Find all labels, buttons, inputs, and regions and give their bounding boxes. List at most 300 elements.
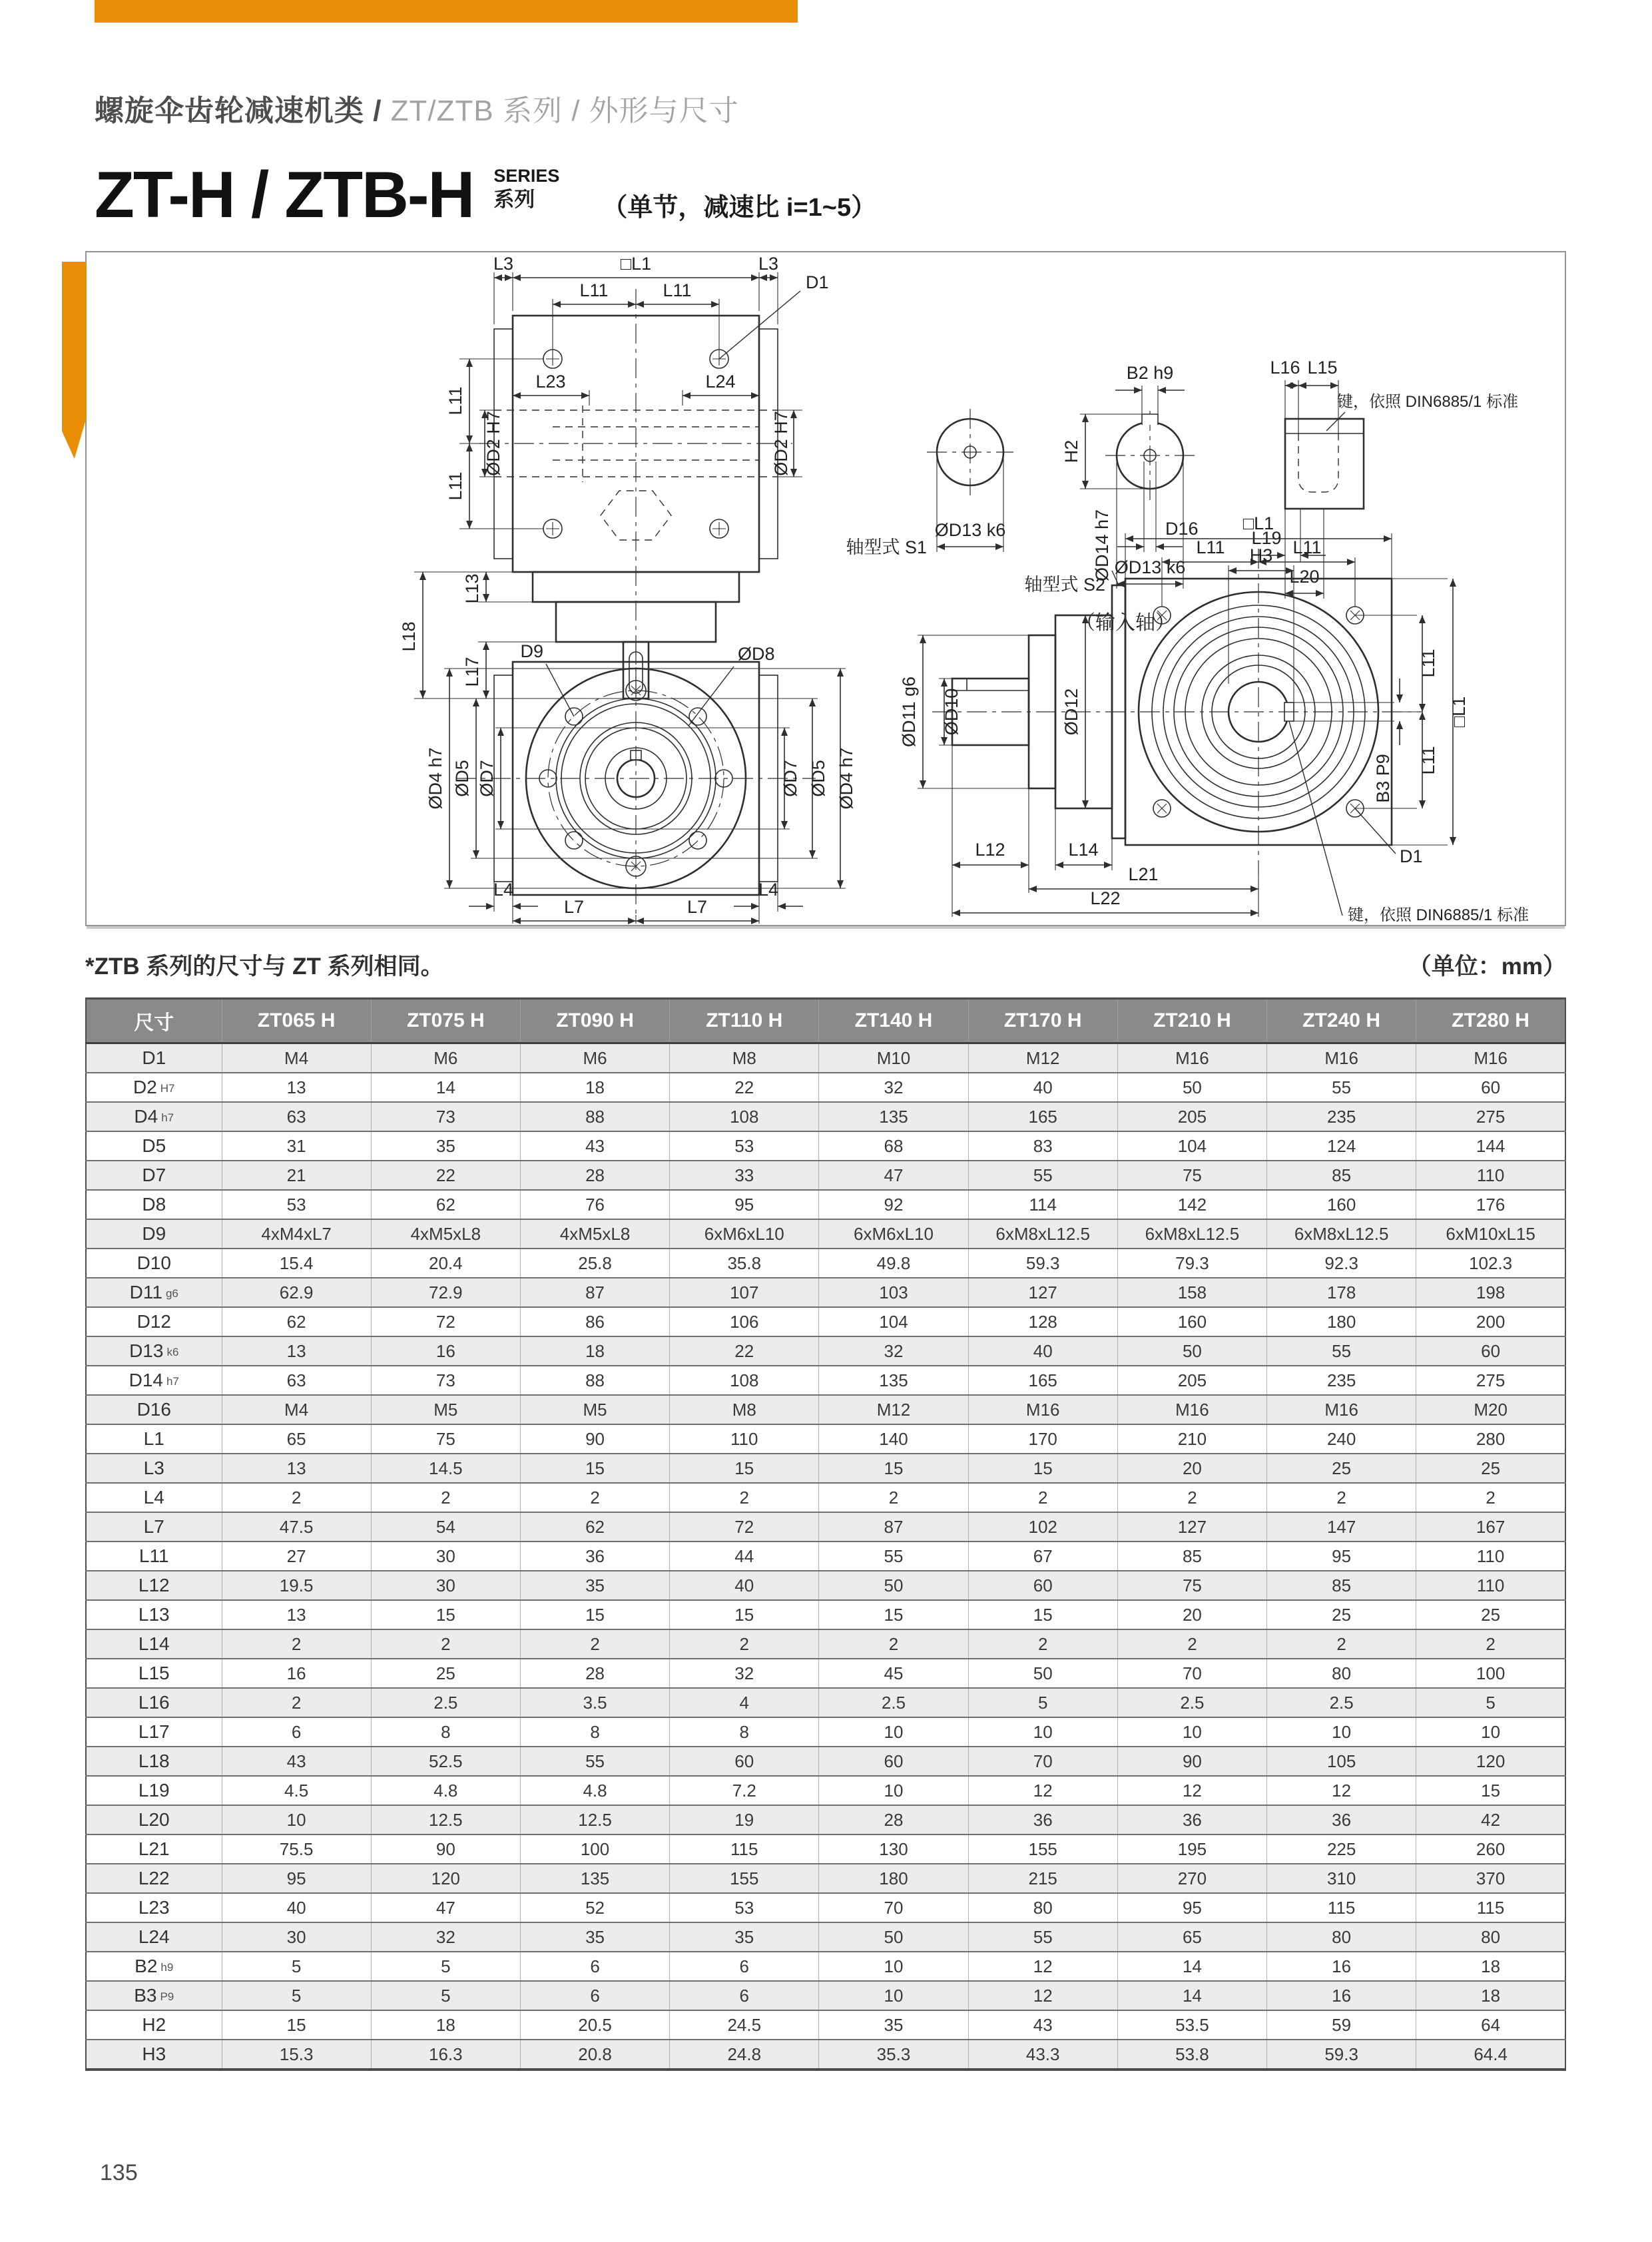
dimension-value-cell: M10	[819, 1043, 968, 1073]
dimension-value-cell: 36	[1117, 1805, 1266, 1834]
dimension-value-cell: 47	[371, 1893, 520, 1922]
dimension-value-cell: 64	[1416, 2010, 1565, 2040]
dimension-value-cell: 90	[520, 1424, 669, 1454]
spec-row	[86, 1981, 1565, 2010]
dimension-value-cell: 3.5	[520, 1688, 669, 1717]
dimension-label-cell: D14 h7	[86, 1366, 222, 1395]
dimension-value-cell: 110	[1416, 1571, 1565, 1600]
dimension-value-cell: 63	[222, 1102, 371, 1131]
dimension-value-cell: 18	[1416, 1981, 1565, 2010]
dimension-label-cell: D2 H7	[86, 1073, 222, 1102]
dimension-label-cell: H3	[86, 2040, 222, 2070]
dimension-value-cell: 5	[968, 1688, 1117, 1717]
dimension-value-cell: 80	[1267, 1922, 1416, 1952]
dimension-value-cell: M16	[1267, 1043, 1416, 1073]
dimension-value-cell: 75	[1117, 1571, 1266, 1600]
dimension-value-cell: 55	[819, 1541, 968, 1571]
dimension-label-cell: L7	[86, 1512, 222, 1541]
dimension-value-cell: 6xM8xL12.5	[1117, 1219, 1266, 1249]
dimension-value-cell: 15	[968, 1454, 1117, 1483]
technical-drawing-panel	[85, 251, 1566, 926]
dimension-value-cell: M5	[520, 1395, 669, 1424]
dimension-label-cell: L21	[86, 1834, 222, 1864]
dimension-value-cell: 15	[819, 1600, 968, 1629]
dimension-value-cell: 32	[819, 1073, 968, 1102]
dimension-value-cell: 16.3	[371, 2040, 520, 2070]
dimension-value-cell: M4	[222, 1395, 371, 1424]
dimension-value-cell: 27	[222, 1541, 371, 1571]
dimension-value-cell: 55	[968, 1922, 1117, 1952]
spec-row	[86, 1952, 1565, 1981]
dimension-value-cell: 178	[1267, 1278, 1416, 1307]
dimension-value-cell: 10	[819, 1717, 968, 1747]
model-column-header: ZT240 H	[1267, 999, 1416, 1043]
dimension-value-cell: 195	[1117, 1834, 1266, 1864]
dimension-value-cell: 53.8	[1117, 2040, 1266, 2070]
spec-row	[86, 1834, 1565, 1864]
dimension-value-cell: 16	[1267, 1981, 1416, 2010]
dimension-value-cell: 140	[819, 1424, 968, 1454]
spec-row	[86, 1659, 1565, 1688]
dim-label: L4	[758, 880, 779, 900]
dim-label: L22	[1090, 888, 1121, 908]
dimension-value-cell: 62.9	[222, 1278, 371, 1307]
dimension-value-cell: 110	[1416, 1161, 1565, 1190]
dimension-value-cell: 95	[1267, 1541, 1416, 1571]
dimension-value-cell: 200	[1416, 1307, 1565, 1336]
spec-table-body	[86, 1043, 1565, 2070]
dimension-value-cell: 53	[222, 1190, 371, 1219]
dimension-value-cell: 28	[819, 1805, 968, 1834]
dimension-value-cell: 5	[371, 1981, 520, 2010]
dim-label: L16	[1270, 358, 1300, 378]
dimension-value-cell: 20	[1117, 1454, 1266, 1483]
dimension-label-cell: L17	[86, 1717, 222, 1747]
dim-label: ØD4 h7	[836, 747, 856, 810]
dimension-value-cell: 35	[520, 1571, 669, 1600]
dimension-value-cell: 70	[1117, 1659, 1266, 1688]
dimension-value-cell: M16	[1117, 1395, 1266, 1424]
dimension-value-cell: 87	[520, 1278, 669, 1307]
dimension-label-cell: L22	[86, 1864, 222, 1893]
dimension-value-cell: 18	[520, 1336, 669, 1366]
dimension-value-cell: 70	[968, 1747, 1117, 1776]
dim-label: ØD2 H7	[771, 411, 791, 476]
title-block	[95, 158, 877, 231]
dimension-value-cell: 14.5	[371, 1454, 520, 1483]
dimension-value-cell: 30	[371, 1541, 520, 1571]
dimension-value-cell: 2	[670, 1483, 819, 1512]
dimension-value-cell: 6	[670, 1981, 819, 2010]
dimension-value-cell: 180	[1267, 1307, 1416, 1336]
dimension-value-cell: 10	[222, 1805, 371, 1834]
tolerance-label: h7	[161, 1111, 174, 1124]
dimension-label-cell: L13	[86, 1600, 222, 1629]
dimension-value-cell: 40	[222, 1893, 371, 1922]
dim-label: □L1	[1449, 696, 1469, 728]
dimension-value-cell: 2	[520, 1483, 669, 1512]
dimension-value-cell: 15	[520, 1600, 669, 1629]
title-subtitle: （单节，减速比 i=1~5）	[602, 194, 877, 222]
dimension-value-cell: 25	[1267, 1454, 1416, 1483]
dimension-value-cell: 40	[670, 1571, 819, 1600]
tolerance-label: P9	[160, 1990, 174, 2003]
dimension-value-cell: 6xM6xL10	[819, 1219, 968, 1249]
dimension-label-cell: D7	[86, 1161, 222, 1190]
dim-label: L11	[1418, 746, 1438, 775]
dimension-value-cell: 310	[1267, 1864, 1416, 1893]
spec-table-header-row	[86, 999, 1565, 1043]
dimension-label-cell: L19	[86, 1776, 222, 1805]
dimension-value-cell: 79.3	[1117, 1249, 1266, 1278]
dimension-value-cell: 31	[222, 1131, 371, 1161]
dimension-value-cell: 135	[819, 1366, 968, 1395]
dimension-value-cell: 12	[1117, 1776, 1266, 1805]
dimension-value-cell: 32	[819, 1336, 968, 1366]
dimension-label-cell: D4 h7	[86, 1102, 222, 1131]
dim-label: L20	[1289, 567, 1320, 587]
dimension-value-cell: 15	[670, 1600, 819, 1629]
dimension-value-cell: 50	[819, 1571, 968, 1600]
tolerance-label: h7	[166, 1375, 179, 1388]
breadcrumb-category: 螺旋伞齿轮减速机类 /	[95, 95, 382, 127]
dimension-value-cell: 43	[968, 2010, 1117, 2040]
dimension-value-cell: 2	[819, 1483, 968, 1512]
dim-label: B3 P9	[1373, 754, 1393, 803]
spec-row	[86, 1190, 1565, 1219]
dimension-value-cell: 275	[1416, 1366, 1565, 1395]
dimension-value-cell: 14	[1117, 1981, 1266, 2010]
dimension-value-cell: 210	[1117, 1424, 1266, 1454]
dimension-label-cell: D8	[86, 1190, 222, 1219]
dimension-value-cell: 235	[1267, 1102, 1416, 1131]
dimension-value-cell: 25	[371, 1659, 520, 1688]
dimension-value-cell: 25	[1416, 1454, 1565, 1483]
dimension-value-cell: 155	[670, 1864, 819, 1893]
dimension-value-cell: 205	[1117, 1102, 1266, 1131]
page-number: 135	[100, 2160, 138, 2185]
dimension-value-cell: 4	[670, 1688, 819, 1717]
dimension-value-cell: 43.3	[968, 2040, 1117, 2070]
dimension-value-cell: 2.5	[1117, 1688, 1266, 1717]
spec-row	[86, 1541, 1565, 1571]
dimension-value-cell: 28	[520, 1659, 669, 1688]
spec-row	[86, 1512, 1565, 1541]
dimension-value-cell: 2	[1267, 1629, 1416, 1659]
dimension-label-cell: D10	[86, 1249, 222, 1278]
dimension-value-cell: 83	[968, 1131, 1117, 1161]
dim-label: L11	[1292, 537, 1322, 557]
dimension-value-cell: 88	[520, 1102, 669, 1131]
spec-row	[86, 1249, 1565, 1278]
dimension-value-cell: 12	[968, 1952, 1117, 1981]
dimension-value-cell: 135	[520, 1864, 669, 1893]
model-column-header: ZT170 H	[968, 999, 1117, 1043]
dimension-value-cell: 108	[670, 1366, 819, 1395]
spec-row	[86, 1073, 1565, 1102]
dim-label: H3	[1249, 545, 1273, 565]
dim-label: ØD10	[942, 688, 962, 736]
dimension-value-cell: 36	[968, 1805, 1117, 1834]
dimension-value-cell: 2	[1267, 1483, 1416, 1512]
dimension-value-cell: 54	[371, 1512, 520, 1541]
dimension-value-cell: 165	[968, 1102, 1117, 1131]
dimension-value-cell: 10	[1416, 1717, 1565, 1747]
dimension-value-cell: 4xM5xL8	[520, 1219, 669, 1249]
dimension-value-cell: 8	[371, 1717, 520, 1747]
dimension-label-cell: L16	[86, 1688, 222, 1717]
dimension-value-cell: 36	[520, 1541, 669, 1571]
dimension-value-cell: 14	[371, 1073, 520, 1102]
dimension-value-cell: 52.5	[371, 1747, 520, 1776]
dim-label: ØD11 g6	[899, 676, 919, 748]
spec-row	[86, 1395, 1565, 1424]
breadcrumb	[95, 87, 739, 129]
dimension-value-cell: 18	[1416, 1952, 1565, 1981]
dimension-value-cell: 60	[968, 1571, 1117, 1600]
dimension-value-cell: 22	[371, 1161, 520, 1190]
dimension-label-cell: L18	[86, 1747, 222, 1776]
dimension-value-cell: 20.4	[371, 1249, 520, 1278]
dimension-value-cell: 180	[819, 1864, 968, 1893]
dimension-value-cell: 36	[1267, 1805, 1416, 1834]
dimension-value-cell: 225	[1267, 1834, 1416, 1864]
dimension-label-cell: D5	[86, 1131, 222, 1161]
dimension-value-cell: 50	[1117, 1073, 1266, 1102]
dimension-value-cell: 106	[670, 1307, 819, 1336]
dimension-value-cell: 75.5	[222, 1834, 371, 1864]
dimension-label-cell: D12	[86, 1307, 222, 1336]
tolerance-label: k6	[166, 1346, 179, 1358]
dimension-value-cell: 115	[670, 1834, 819, 1864]
dimension-value-cell: 72	[371, 1307, 520, 1336]
dim-label: L3	[758, 254, 779, 274]
dimension-value-cell: 75	[1117, 1161, 1266, 1190]
dimension-value-cell: 15	[222, 2010, 371, 2040]
front-top-view	[399, 254, 829, 700]
dimension-value-cell: 25	[1267, 1600, 1416, 1629]
spec-row	[86, 2010, 1565, 2040]
dim-label: D1	[806, 272, 829, 292]
dimension-value-cell: 35	[520, 1922, 669, 1952]
dimension-value-cell: 158	[1117, 1278, 1266, 1307]
dimension-value-cell: 108	[670, 1102, 819, 1131]
dimension-value-cell: 10	[819, 1952, 968, 1981]
dimension-value-cell: 18	[520, 1073, 669, 1102]
dim-label: L17	[462, 657, 482, 687]
spec-row	[86, 1893, 1565, 1922]
dimension-value-cell: 12.5	[520, 1805, 669, 1834]
dim-label: L11	[1418, 649, 1438, 678]
dim-label: ØD5	[808, 760, 828, 797]
dimension-value-cell: 30	[222, 1922, 371, 1952]
dimension-value-cell: 127	[1117, 1512, 1266, 1541]
dimension-value-cell: 7.2	[670, 1776, 819, 1805]
spec-row	[86, 1454, 1565, 1483]
model-column-header: ZT065 H	[222, 999, 371, 1043]
dimension-value-cell: 8	[670, 1717, 819, 1747]
dimension-label-cell: L24	[86, 1922, 222, 1952]
dimension-value-cell: 167	[1416, 1512, 1565, 1541]
dimension-value-cell: 22	[670, 1336, 819, 1366]
dimension-value-cell: 15	[819, 1454, 968, 1483]
dimension-value-cell: M16	[968, 1395, 1117, 1424]
spec-row	[86, 1629, 1565, 1659]
dimension-value-cell: 2	[968, 1629, 1117, 1659]
dimension-value-cell: 100	[1416, 1659, 1565, 1688]
dimension-value-cell: 10	[968, 1717, 1117, 1747]
dimension-label-cell: L14	[86, 1629, 222, 1659]
dimension-value-cell: M5	[371, 1395, 520, 1424]
spec-row	[86, 1864, 1565, 1893]
dimension-value-cell: 67	[968, 1541, 1117, 1571]
dimension-value-cell: 4.8	[520, 1776, 669, 1805]
dimension-value-cell: 59.3	[968, 1249, 1117, 1278]
model-column-header: ZT110 H	[670, 999, 819, 1043]
dimension-value-cell: 124	[1267, 1131, 1416, 1161]
dimension-value-cell: 92.3	[1267, 1249, 1416, 1278]
dim-label: L12	[975, 840, 1005, 860]
dimension-value-cell: 6	[520, 1952, 669, 1981]
dimension-value-cell: 2	[1117, 1483, 1266, 1512]
dimension-label-cell: L12	[86, 1571, 222, 1600]
dimension-value-cell: 12.5	[371, 1805, 520, 1834]
dimension-value-cell: 49.8	[819, 1249, 968, 1278]
dimension-value-cell: 16	[1267, 1952, 1416, 1981]
dimension-value-cell: 35.3	[819, 2040, 968, 2070]
dimension-value-cell: 35	[819, 2010, 968, 2040]
dimension-value-cell: 19	[670, 1805, 819, 1834]
dimension-value-cell: 62	[520, 1512, 669, 1541]
breadcrumb-section: ZT/ZTB 系列 / 外形与尺寸	[382, 95, 739, 127]
dimension-label-cell: B2 h9	[86, 1952, 222, 1981]
dimension-value-cell: 4xM4xL7	[222, 1219, 371, 1249]
dim-label: ØD4 h7	[425, 747, 445, 810]
dimension-value-cell: 20	[1117, 1600, 1266, 1629]
spec-row	[86, 1776, 1565, 1805]
dim-label: ØD13 k6	[934, 520, 1006, 540]
dimension-value-cell: 15.3	[222, 2040, 371, 2070]
dimension-value-cell: 60	[819, 1747, 968, 1776]
dimension-value-cell: 65	[1117, 1922, 1266, 1952]
dimension-value-cell: 2	[1416, 1629, 1565, 1659]
shaft-type-s2-label: 轴型式 S2	[1024, 575, 1105, 595]
dimension-value-cell: 75	[371, 1424, 520, 1454]
dimension-value-cell: 6xM8xL12.5	[968, 1219, 1117, 1249]
dimension-value-cell: 2	[222, 1688, 371, 1717]
dimension-value-cell: 6	[222, 1717, 371, 1747]
spec-row	[86, 1043, 1565, 1073]
model-column-header: ZT280 H	[1416, 999, 1565, 1043]
output-side-view	[899, 509, 1529, 924]
dimension-value-cell: 15	[1416, 1776, 1565, 1805]
dimension-value-cell: 32	[371, 1922, 520, 1952]
spec-row	[86, 1805, 1565, 1834]
dimension-value-cell: 176	[1416, 1190, 1565, 1219]
dimension-value-cell: 72	[670, 1512, 819, 1541]
dim-label: L11	[445, 386, 465, 416]
dimension-value-cell: 115	[1416, 1893, 1565, 1922]
dim-label: L11	[445, 471, 465, 501]
dimension-value-cell: 45	[819, 1659, 968, 1688]
key-standard-note: 键，依照 DIN6885/1 标准	[1337, 393, 1519, 411]
dimension-value-cell: 270	[1117, 1864, 1266, 1893]
ztb-note: *ZTB 系列的尺寸与 ZT 系列相同。	[85, 954, 444, 980]
dimension-label-cell: L23	[86, 1893, 222, 1922]
dim-label: L24	[705, 372, 736, 392]
dimension-value-cell: 2.5	[371, 1688, 520, 1717]
dimension-label-cell: D9	[86, 1219, 222, 1249]
dim-label: ØD13 k6	[1114, 557, 1186, 577]
dimension-value-cell: 43	[520, 1131, 669, 1161]
dim-label: L19	[1251, 528, 1282, 548]
dimension-value-cell: 90	[371, 1834, 520, 1864]
size-column-header: 尺寸	[86, 999, 222, 1043]
dimension-value-cell: 15	[968, 1600, 1117, 1629]
dimension-value-cell: 2	[968, 1483, 1117, 1512]
dimension-value-cell: 104	[819, 1307, 968, 1336]
dimension-value-cell: 20.5	[520, 2010, 669, 2040]
dimension-value-cell: 16	[371, 1336, 520, 1366]
series-label-en: SERIES	[493, 166, 560, 186]
dimension-value-cell: 55	[968, 1161, 1117, 1190]
dimension-value-cell: 47	[819, 1161, 968, 1190]
dimension-value-cell: 15	[371, 1600, 520, 1629]
dimension-value-cell: 370	[1416, 1864, 1565, 1893]
dim-label: ØD2 H7	[483, 411, 503, 476]
dimension-value-cell: 64.4	[1416, 2040, 1565, 2070]
dim-label: L4	[493, 880, 514, 900]
dimension-value-cell: M16	[1117, 1043, 1266, 1073]
dimension-value-cell: 53	[670, 1893, 819, 1922]
dimension-value-cell: 76	[520, 1190, 669, 1219]
dimension-value-cell: 62	[371, 1190, 520, 1219]
dimension-label-cell: L11	[86, 1541, 222, 1571]
dimension-value-cell: 110	[1416, 1541, 1565, 1571]
dimension-value-cell: 73	[371, 1102, 520, 1131]
dimension-value-cell: 115	[1267, 1893, 1416, 1922]
dimension-value-cell: 62	[222, 1307, 371, 1336]
dimension-value-cell: 55	[1267, 1336, 1416, 1366]
dimension-value-cell: 2	[670, 1629, 819, 1659]
dim-label: L11	[1196, 537, 1225, 557]
dimension-value-cell: 86	[520, 1307, 669, 1336]
dimension-value-cell: M8	[670, 1395, 819, 1424]
dimension-value-cell: 95	[222, 1864, 371, 1893]
dimension-value-cell: 24.8	[670, 2040, 819, 2070]
dim-label: D9	[520, 641, 543, 661]
dimension-value-cell: 120	[1416, 1747, 1565, 1776]
shaft-type-s1-label: 轴型式 S1	[846, 537, 927, 557]
series-label-block	[493, 165, 559, 213]
dimension-value-cell: 2	[1117, 1629, 1266, 1659]
dimension-value-cell: 107	[670, 1278, 819, 1307]
dim-label: L7	[563, 897, 585, 917]
dimension-value-cell: 4.5	[222, 1776, 371, 1805]
dimension-value-cell: 260	[1416, 1834, 1565, 1864]
dimension-value-cell: 13	[222, 1073, 371, 1102]
dim-label: L11	[579, 280, 609, 300]
dimension-value-cell: 42	[1416, 1805, 1565, 1834]
dimension-value-cell: 63	[222, 1366, 371, 1395]
dimension-value-cell: 43	[222, 1747, 371, 1776]
tolerance-label: H7	[160, 1082, 175, 1095]
dimension-value-cell: 160	[1117, 1307, 1266, 1336]
spec-row	[86, 1336, 1565, 1366]
spec-row	[86, 1307, 1565, 1336]
dimension-value-cell: M12	[819, 1395, 968, 1424]
dim-label: D16	[1165, 519, 1199, 539]
